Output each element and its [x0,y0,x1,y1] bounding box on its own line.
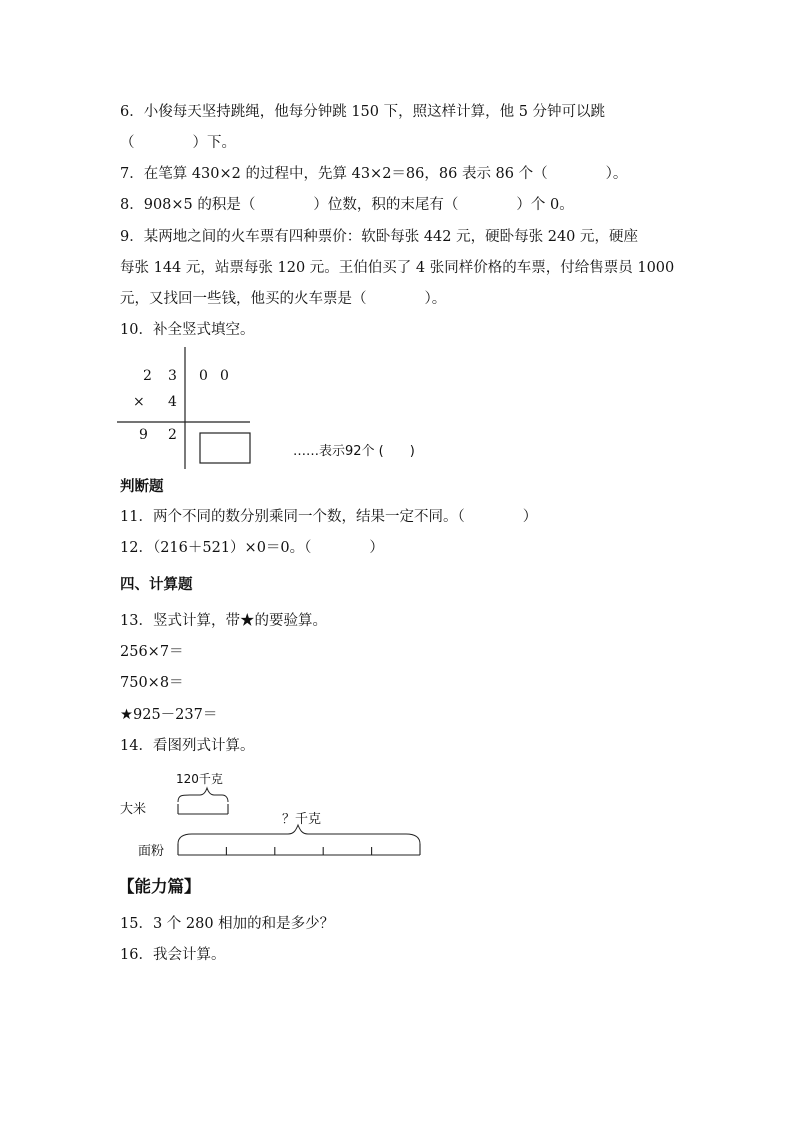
digit: 9 [139,427,148,443]
answer-box[interactable] [200,433,250,463]
digit: 0 [220,368,229,384]
section-ability-heading: 【能力篇】 [118,877,201,896]
rice-label: 大米 [120,802,147,817]
question-9-line-2: 每张 144 元，站票每张 120 元。王伯伯买了 4 张同样价格的车票，付给售票员 1000 [120,260,675,276]
digit: 3 [168,368,177,384]
section-calc-heading: 四、计算题 [120,577,193,593]
question-9-line-3: 元，又找回一些钱，他买的火车票是（ ）。 [120,291,447,307]
question-6-line-1: 6．小俊每天坚持跳绳，他每分钟跳 150 下，照这样计算，他 5 分钟可以跳 [120,104,606,120]
question-8: 8．908×5 的积是（ ）位数，积的末尾有（ ）个 0。 [120,197,574,213]
question-15: 15．3 个 280 相加的和是多少？ [120,916,335,932]
calc-item-1: 256×7＝ [120,644,184,660]
question-6-line-2: （ ）下。 [120,135,236,151]
flour-label: 面粉 [138,844,165,859]
calc-item-3: ★925－237＝ [120,707,218,723]
vertical-multiplication [115,347,415,472]
question-13: 13．竖式计算，带★的要验算。 [120,613,327,629]
digit: 2 [143,368,152,384]
digit: 2 [168,427,177,443]
section-judge-heading: 判断题 [120,479,164,495]
question-10: 10．补全竖式填空。 [120,322,255,338]
calc-item-2: 750×8＝ [120,675,184,691]
times-sign: × [133,394,145,410]
question-16: 16．我会计算。 [120,947,226,963]
flour-amount: ？千克 [282,812,322,827]
line-segment-diagram [120,770,440,865]
vertical-note: ……表示92个 ( ) [293,444,415,459]
digit: 0 [199,368,208,384]
question-11: 11．两个不同的数分别乘同一个数，结果一定不同。（ ） [120,509,538,525]
question-14: 14．看图列式计算。 [120,738,255,754]
diagram-lines [120,770,440,865]
digit: 4 [168,394,177,410]
question-12: 12．（216＋521）×0＝0。（ ） [120,540,384,556]
question-9-line-1: 9．某两地之间的火车票有四种票价：软卧每张 442 元，硬卧每张 240 元，硬座 [120,229,639,245]
question-7: 7．在笔算 430×2 的过程中，先算 43×2＝86，86 表示 86 个（ ）。 [120,166,628,182]
rice-amount: 120千克 [176,772,223,786]
